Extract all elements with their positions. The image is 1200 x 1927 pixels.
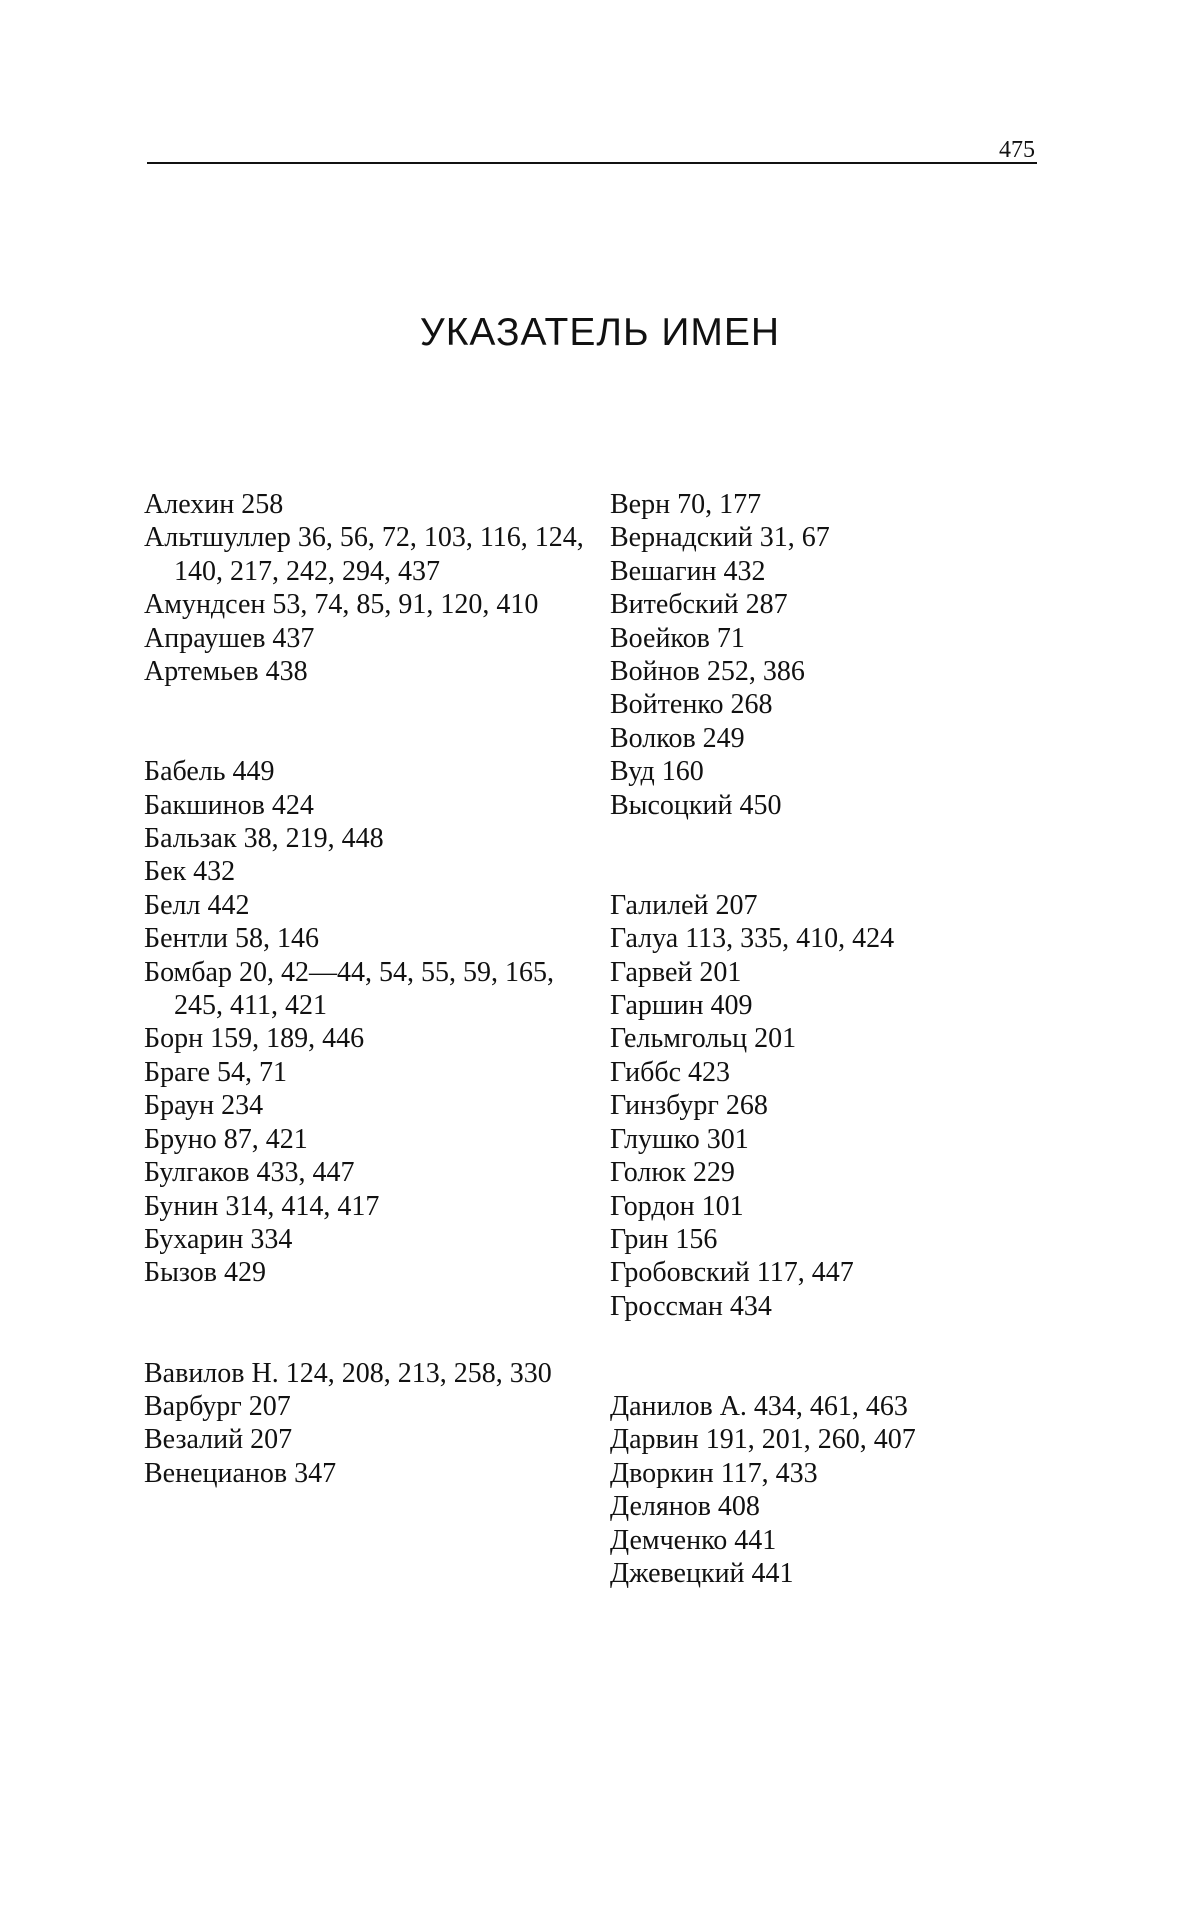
index-entry: Гордон 101 [610,1190,744,1222]
index-entry: Браге 54, 71 [144,1056,288,1088]
index-entry: Бальзак 38, 219, 448 [144,823,384,855]
index-entry: Венецианов 347 [144,1457,337,1489]
group-spacer [144,1290,584,1357]
index-entry: Бек 432 [144,856,236,888]
index-entry: Браун 234 [144,1090,264,1122]
group-spacer [144,688,584,755]
index-entry: Данилов А. 434, 461, 463 [610,1390,908,1422]
index-entry: Грин 156 [610,1223,718,1255]
index-entry: Алехин 258 [144,489,284,520]
index-entry: Артемьев 438 [144,656,308,688]
index-entry: Бентли 58, 146 [144,923,319,955]
letter-group-v-cont [610,488,1050,822]
index-entry: Демченко 441 [610,1524,777,1556]
letter-group-v [144,1357,584,1491]
group-spacer [610,822,1050,889]
index-entry: Вавилов Н. 124, 208, 213, 258, 330 [144,1357,552,1389]
index-entry: Гарвей 201 [610,956,742,988]
page-number: 475 [999,137,1035,163]
group-spacer [610,1323,1050,1390]
index-entry: Варбург 207 [144,1390,291,1422]
index-entry: Гробовский 117, 447 [610,1257,854,1289]
index-entry: Высоцкий 450 [610,789,782,821]
index-entry: Галуа 113, 335, 410, 424 [610,923,895,955]
index-entry: Витебский 287 [610,589,788,621]
index-entry: Альтшуллер 36, 56, 72, 103, 116, 124, 140, 217, 242, 294, 437 [144,522,584,587]
index-entry: Булгаков 433, 447 [144,1157,355,1189]
letter-group-b [144,755,584,1290]
index-entry: Бызов 429 [144,1257,267,1289]
index-entry: Вуд 160 [610,756,704,788]
index-entry: Воейков 71 [610,622,745,654]
index-entry: Гаршин 409 [610,990,753,1022]
index-title: УКАЗАТЕЛЬ ИМЕН [419,311,781,354]
page-header [147,137,1037,167]
index-entry: Апраушев 437 [144,622,315,654]
index-entry: Борн 159, 189, 446 [144,1023,365,1055]
index-entry: Гроссман 434 [610,1290,772,1322]
index-entry: Бомбар 20, 42—44, 54, 55, 59, 165, 245, 411, 421 [144,956,554,1022]
index-entry: Белл 442 [144,889,250,921]
index-column-right [610,488,1050,1590]
index-entry: Дарвин 191, 201, 260, 407 [610,1424,916,1456]
index-entry: Бакшинов 424 [144,789,314,821]
header-rule [147,162,1037,164]
letter-group-a [144,488,584,688]
letter-group-g [610,889,1050,1323]
index-entry: Верн 70, 177 [610,489,762,520]
index-entry: Делянов 408 [610,1491,760,1523]
index-entry: Бунин 314, 414, 417 [144,1190,380,1222]
index-entry: Гельмгольц 201 [610,1023,797,1055]
index-entry: Джевецкий 441 [610,1557,794,1589]
index-entry: Амундсен 53, 74, 85, 91, 120, 410 [144,589,539,621]
index-entry: Бабель 449 [144,756,275,788]
index-column-left [144,488,584,1490]
index-entry: Бухарин 334 [144,1223,293,1255]
index-entry: Гиббс 423 [610,1056,731,1088]
index-entry: Глушко 301 [610,1123,749,1155]
index-entry: Везалий 207 [144,1424,293,1456]
index-entry: Войнов 252, 386 [610,656,805,688]
index-entry: Голюк 229 [610,1157,735,1189]
index-entry: Бруно 87, 421 [144,1123,308,1155]
index-entry: Дворкин 117, 433 [610,1457,818,1489]
index-entry: Войтенко 268 [610,689,773,721]
index-entry: Гинзбург 268 [610,1090,768,1122]
index-entry: Вешагин 432 [610,555,766,587]
index-entry: Галилей 207 [610,889,758,921]
index-entry: Вернадский 31, 67 [610,522,830,554]
index-entry: Волков 249 [610,722,745,754]
letter-group-d [610,1390,1050,1590]
